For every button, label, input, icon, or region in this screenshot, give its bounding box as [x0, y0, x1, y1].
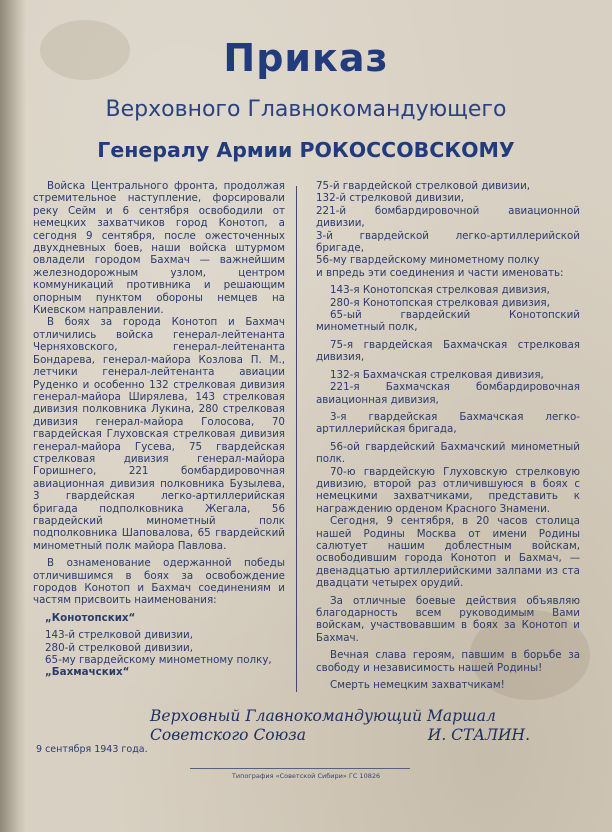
unit-name: 56-ой гвардейский Бахмачский минометный полк. — [316, 440, 580, 466]
paragraph-eternal-glory: Вечная слава героям, павшим в борьбе за свободу и независимость нашей Родины! — [316, 649, 580, 674]
order-date: 9 сентября 1943 года. — [36, 744, 148, 755]
konotop-label: „Конотопских“ — [45, 611, 136, 624]
left-column — [33, 180, 285, 679]
right-column — [316, 180, 580, 691]
paragraph-award: 70-ю гвардейскую Глуховскую стрелковую дивизию, второй раз отличившуюся в боях с немецкими захватчиками, представить к награждению орденом Красного Знамени. — [316, 465, 580, 515]
order-subtitle: Верховного Главнокомандующего — [105, 97, 507, 122]
page-edge-shadow — [0, 0, 26, 832]
unit-name: 280-я Конотопская стрелковая дивизия, — [330, 296, 550, 309]
unit-name: 132-я Бахмачская стрелковая дивизия, — [330, 368, 544, 381]
paragraph-naming: В ознаменование одержанной победы отличившимся в боях за освобождение городов Конотоп и Бахмач соединениям и частям присвоить наименования: — [33, 557, 285, 607]
unit-name: 221-я Бахмачская бомбардировочная авиационная дивизия, — [316, 381, 580, 406]
bakhmach-unit: 132-й стрелковой дивизии, — [316, 192, 465, 205]
bakhmach-unit: 221-й бомбардировочной авиационной дивизии, — [316, 204, 580, 230]
bakhmach-label: „Бахмачских“ — [45, 666, 130, 679]
bakhmach-unit: 75-й гвардейской стрелковой дивизии, — [316, 180, 531, 192]
unit-name: 3-я гвардейская Бахмачская легко-артиллерийская бригада, — [316, 410, 580, 436]
konotop-unit: 143-й стрелковой дивизии, — [45, 629, 194, 642]
unit-name: 143-я Конотопская стрелковая дивизия, — [330, 284, 550, 297]
signature-title: Советского Союза — [150, 726, 306, 744]
konotop-unit: 65-му гвардейскому минометному полку, — [45, 654, 272, 667]
printer-rule — [190, 768, 410, 769]
paragraph-salute: Сегодня, 9 сентября, в 20 часов столица нашей Родины Москва от имени Родины салютует нашим доблестным войскам, освободившим города Конотоп и Бахмач, — двенадцатью артиллерийскими залпами из ста двадцати четырех орудий. — [316, 515, 580, 590]
unit-name: 65-ый гвардейский Конотопский минометный полк, — [316, 309, 580, 334]
signature-block — [150, 707, 530, 745]
paragraph-gratitude: За отличные боевые действия объявляю благодарность всем руководимым Вами войскам, участвовавшим в боях за Конотоп и Бахмач. — [316, 594, 580, 644]
paragraph-death-to-invaders: Смерть немецким захватчикам! — [330, 679, 505, 692]
printer-imprint: Типография «Советской Сибири» ГС 10826 — [231, 772, 381, 780]
order-recipient: Генералу Армии РОКОССОВСКОМУ — [97, 138, 515, 162]
paragraph-distinguished: В боях за города Конотоп и Бахмач отличились войска генерал-лейтенанта Черняховского, генерал-лейтенанта Бондарева, генерал-майора Козлова П. М., летчики генерал-лейтенанта авиации Руденко и особенно 132 стрелковая дивизия генерал-майора Ширялева, 143 стрелковая дивизия полковника Лукина, 280 стрелковая дивизия генерал-майора Голосова, 70 гвардейская Глуховская стрелковая дивизия генерал-майора Гусева, 75 гвардейская стрелковая дивизия генерал-майора Горишнего, 221 бомбардировочная авиационная дивизия полковника Бузылева, 3 гвардейская легко-артиллерийская бригада подполковника Жегала, 56 гвардейский минометный полк подполковника Шаповалова, 65 гвардейский минометный полк майора Павлова. — [33, 316, 285, 552]
bakhmach-unit: 56-му гвардейскому минометному полку — [316, 254, 540, 267]
order-title: Приказ — [223, 36, 389, 80]
unit-name: 75-я гвардейская Бахмачская стрелковая дивизия, — [316, 338, 580, 364]
signature-name: И. СТАЛИН. — [427, 726, 530, 744]
paragraph-offensive: Войска Центрального фронта, продолжая стремительное наступление, форсировали реку Сейм и 6 сентября освободили от немецких захватчиков город Конотоп, а сегодня 9 сентября, после ожесточенных двухдневных боев, наши войска штурмом овладели городом Бахмач — важнейшим железнодорожным узлом, центром коммуникаций противника и решающим опорным пунктом обороны немцев на Киевском направлении. — [33, 180, 285, 317]
signature-line-2 — [150, 726, 530, 745]
signature-line-1: Верховный Главнокомандующий Маршал — [150, 707, 496, 725]
bakhmach-unit: 3-й гвардейской легко-артиллерийской бригаде, — [316, 229, 580, 255]
konotop-unit: 280-й стрелковой дивизии, — [45, 641, 194, 654]
paragraph-henceforth: и впредь эти соединения и части именовать: — [316, 266, 564, 279]
column-divider — [296, 186, 297, 692]
